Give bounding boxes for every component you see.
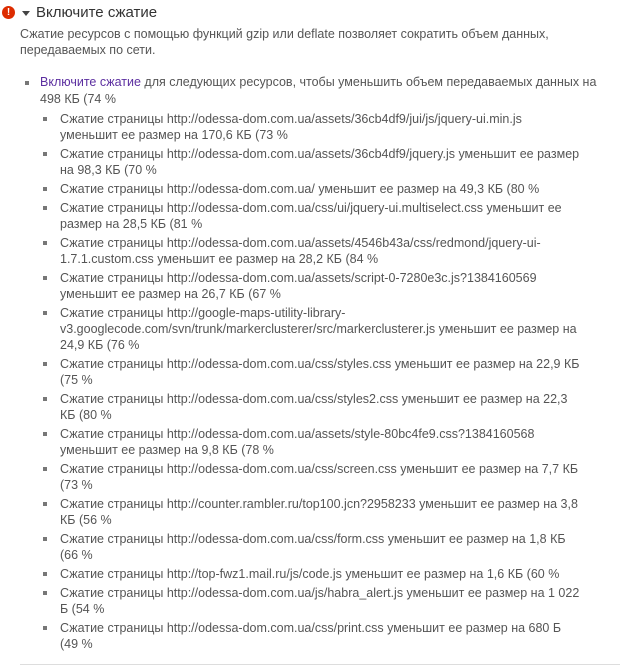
urlblock-list	[24, 74, 604, 655]
resource-text: Сжатие страницы http://odessa-dom.com.ua/css/screen.css уменьшит ее размер на 7,7 КБ (73 %	[60, 462, 579, 492]
bullet-icon	[43, 626, 47, 630]
resource-item	[40, 426, 580, 458]
resource-item	[40, 181, 580, 197]
rule-title[interactable]: Включите сжатие	[36, 4, 158, 21]
resource-item	[40, 200, 580, 232]
urlblock-header	[40, 74, 604, 108]
resource-item	[40, 496, 580, 528]
bullet-icon	[43, 117, 47, 121]
bullet-icon	[43, 467, 47, 471]
resource-text: Сжатие страницы http://odessa-dom.com.ua/assets/36cb4df9/jui/js/jquery-ui.min.js уменьшит ее размер на 170,6 КБ (73 %	[60, 112, 522, 142]
bullet-icon	[43, 572, 47, 576]
resource-item	[40, 566, 580, 582]
resource-text: Сжатие страницы http://top-fwz1.mail.ru/js/code.js уменьшит ее размер на 1,6 КБ (60 %	[60, 567, 560, 581]
resource-item	[40, 111, 580, 143]
resource-text: Сжатие страницы http://odessa-dom.com.ua/assets/36cb4df9/jquery.js уменьшит ее размер на 98,3 КБ (70 %	[60, 147, 580, 177]
bullet-icon	[43, 432, 47, 436]
bullet-icon	[43, 241, 47, 245]
error-circle-icon: !	[2, 6, 15, 19]
resource-item	[40, 356, 580, 388]
resource-item	[40, 305, 580, 353]
rule-summary: Сжатие ресурсов с помощью функций gzip или deflate позволяет сократить объем данных, передаваемых по сети.	[20, 27, 549, 57]
resource-item	[40, 531, 580, 563]
bullet-icon	[43, 276, 47, 280]
resource-text: Сжатие страницы http://counter.rambler.ru/top100.jcn?2958233 уменьшит ее размер на 3,8 КБ (56 %	[60, 497, 578, 527]
bullet-icon	[43, 152, 47, 156]
resource-item	[40, 620, 580, 652]
bullet-icon	[43, 311, 47, 315]
resource-text: Сжатие страницы http://google-maps-utility-library-v3.googlecode.com/svn/trunk/markerclusterer/src/markerclusterer.js уменьшит ее размер на 24,9 КБ (76 %	[60, 306, 577, 352]
bullet-icon	[43, 187, 47, 191]
bullet-icon	[43, 206, 47, 210]
bullet-icon	[43, 362, 47, 366]
resource-item	[40, 270, 580, 302]
resource-text: Сжатие страницы http://odessa-dom.com.ua/assets/style-80bc4fe9.css?1384160568 уменьшит ее размер на 9,8 КБ (78 %	[60, 427, 535, 457]
resource-item	[40, 585, 580, 617]
divider	[20, 664, 620, 665]
urlblock	[24, 74, 604, 652]
bullet-icon	[43, 397, 47, 401]
bullet-icon	[25, 81, 29, 85]
enable-compression-link[interactable]: Включите сжатие	[40, 75, 141, 89]
resource-item	[40, 461, 580, 493]
collapse-arrow-icon[interactable]	[22, 11, 30, 16]
resource-text: Сжатие страницы http://odessa-dom.com.ua/assets/4546b43a/css/redmond/jquery-ui-1.7.1.custom.css уменьшит ее размер на 28,2 КБ (84 %	[60, 236, 541, 266]
bullet-icon	[43, 537, 47, 541]
resource-text: Сжатие страницы http://odessa-dom.com.ua/css/ui/jquery-ui.multiselect.css уменьшит ее размер на 28,5 КБ (81 %	[60, 201, 562, 231]
resource-item	[40, 146, 580, 178]
resource-list	[40, 111, 604, 652]
bullet-icon	[43, 591, 47, 595]
resource-text: Сжатие страницы http://odessa-dom.com.ua/css/styles2.css уменьшит ее размер на 22,3 КБ (80 %	[60, 392, 568, 422]
resource-text: Сжатие страницы http://odessa-dom.com.ua/css/form.css уменьшит ее размер на 1,8 КБ (66 %	[60, 532, 566, 562]
resource-item	[40, 391, 580, 423]
resource-text: Сжатие страницы http://odessa-dom.com.ua/js/habra_alert.js уменьшит ее размер на 1 022 Б (54 %	[60, 586, 580, 616]
resource-item	[40, 235, 580, 267]
resource-text: Сжатие страницы http://odessa-dom.com.ua/css/styles.css уменьшит ее размер на 22,9 КБ (75 %	[60, 357, 580, 387]
urlblock-text: для следующих ресурсов, чтобы уменьшить объем передаваемых данных на 498 КБ (74 %	[40, 75, 597, 106]
resource-text: Сжатие страницы http://odessa-dom.com.ua/ уменьшит ее размер на 49,3 КБ (80 %	[60, 182, 540, 196]
resource-text: Сжатие страницы http://odessa-dom.com.ua/css/print.css уменьшит ее размер на 680 Б (49 %	[60, 621, 562, 651]
resource-text: Сжатие страницы http://odessa-dom.com.ua/assets/script-0-7280e3c.js?1384160569 уменьшит ее размер на 26,7 КБ (67 %	[60, 271, 537, 301]
bullet-icon	[43, 502, 47, 506]
